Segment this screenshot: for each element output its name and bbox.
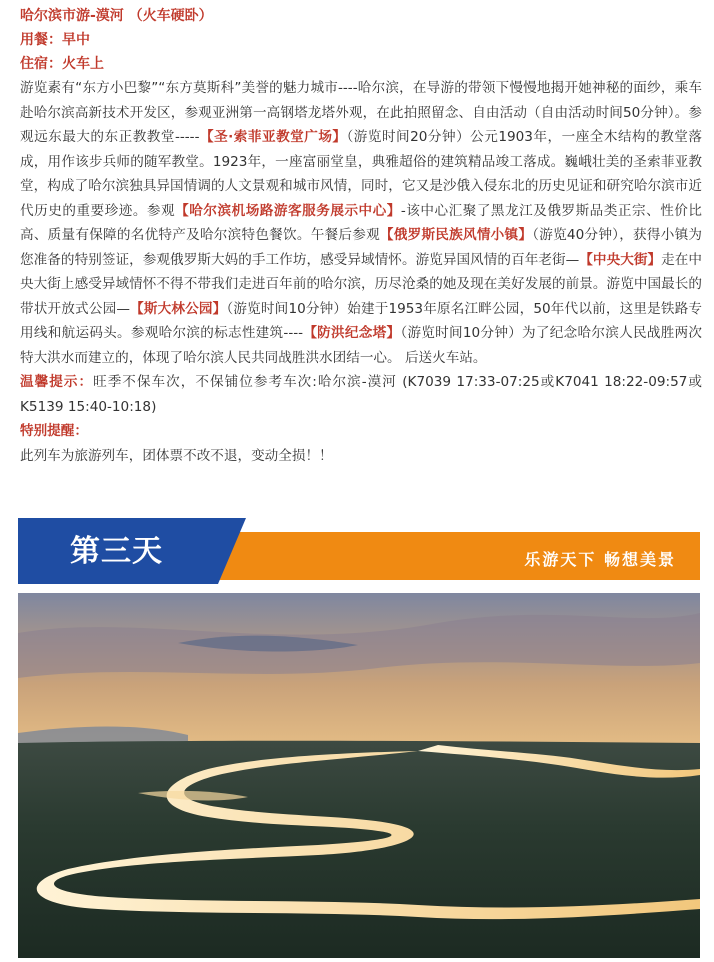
day-title: 第三天 (70, 534, 163, 569)
itinerary-description (20, 76, 702, 370)
itinerary-text: 走在中央大街上感受异域情怀不得不带我们走进百年前的哈尔滨，历尽沧桑的她及现在美好发展的前景。游览中国最长的带状开放式公园— (20, 251, 703, 317)
itinerary-text: （游览时间20分钟）公元1903年，一座全木结构的教堂落成，用作该步兵师的随军教堂。1923年，一座富丽堂皇，典雅超俗的建筑精品竣工落成。巍峨壮美的圣索菲亚教堂，构成了哈尔滨独具异国情调的人文景观和城市风情，同时，它又是沙俄入侵东北的历史见证和研究哈尔滨市近代历史的重要珍迹。参观 (20, 129, 702, 219)
special-reminder-text: 此列车为旅游列车，团体票不改不退，变动全损！！ (20, 447, 333, 464)
banner-slogan: 乐游天下 畅想美景 (524, 550, 676, 569)
warm-tip (20, 370, 702, 419)
landscape-illustration (18, 593, 700, 958)
day-two-content (20, 4, 702, 468)
river-landscape-photo (18, 593, 700, 958)
lodging-line: 住宿：火车上 (20, 56, 104, 72)
itinerary-text: -该中心汇聚了黑龙江及俄罗斯品类正宗、性价比高、质量有保障的名优特产及哈尔滨特色餐饮。午餐后参观 (20, 202, 703, 243)
route-title: 哈尔滨市游-漠河 （火车硬卧） (20, 8, 213, 24)
warm-tip-label: 温馨提示： (20, 374, 94, 390)
highlight-airport-center: 【哈尔滨机场路游客服务展示中心】 (175, 202, 401, 219)
meals-line: 用餐：早中 (20, 32, 90, 48)
itinerary-text: （游览时间10分钟）为了纪念哈尔滨人民战胜两次特大洪水而建立的，体现了哈尔滨人民共同战胜洪水团结一心。 后送火车站。 (20, 325, 703, 366)
special-reminder-label-line (20, 419, 702, 444)
highlight-st-sophia: 【圣·索菲亚教堂广场】 (199, 129, 347, 145)
itinerary-text: 游览素有“东方小巴黎”“东方莫斯科”美誉的魅力城市----哈尔滨，在导游的带领下慢慢地揭开她神秘的面纱，乘车赴哈尔滨高新技术开发区，参观亚洲第一高钢塔龙塔外观，在此拍照留念、自由活动（自由活动时间50分钟）。参观远东最大的东正教教堂----- (20, 80, 702, 145)
itinerary-text: （游览40分钟），获得小镇为您准备的特别签证，参观俄罗斯大妈的手工作坊，感受异域情怀。游览异国风情的百年老街— (20, 227, 703, 268)
highlight-central-street: 【中央大街】 (579, 251, 662, 268)
highlight-russian-town: 【俄罗斯民族风情小镇】 (379, 227, 533, 243)
itinerary-text: （游览时间10分钟）始建于1953年原名江畔公园，50年代以前，这里是铁路专用线和航运码头。参观哈尔滨的标志性建筑---- (20, 300, 703, 341)
highlight-flood-tower: 【防洪纪念塔】 (303, 325, 401, 341)
warm-tip-text: 旺季不保车次，不保铺位参考车次:哈尔滨-漠河 (K7039 17:33-07:25或K7041 18:22-09:57或K5139 15:40-10:18) (20, 374, 703, 415)
special-reminder-label: 特别提醒： (20, 423, 88, 439)
highlight-stalin-park: 【斯大林公园】 (129, 300, 227, 317)
day-three-banner (18, 518, 700, 584)
